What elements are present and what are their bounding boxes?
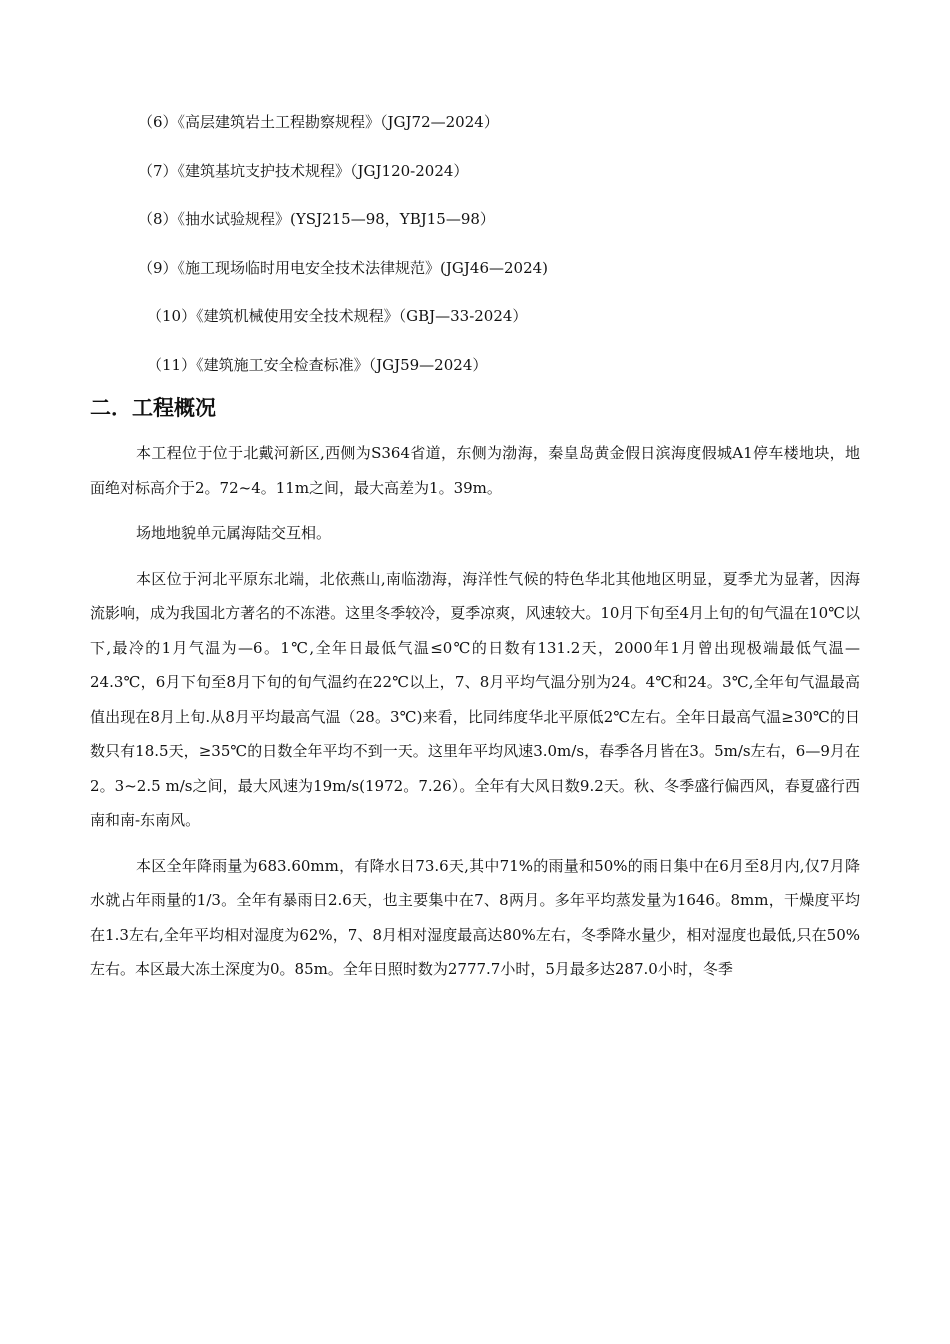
paragraph-climate: 本区位于河北平原东北端，北依燕山,南临渤海，海洋性气候的特色华北其他地区明显，夏季尤为显著，因海流影响，成为我国北方著名的不冻港。这里冬季较冷，夏季凉爽，风速较大。10月下旬至4月上旬的旬气温在10℃以下,最冷的1月气温为—6。1℃,全年日最低气温≤0℃的日数有131.2天，2000年1月曾出现极端最低气温—24.3℃，6月下旬至8月下旬的旬气温约在22℃以上，7、8月平均气温分别为24。4℃和24。3℃,全年旬气温最高值出现在8月上旬.从8月平均最高气温（28。3℃)来看，比同纬度华北平原低2℃左右。全年日最高气温≥30℃的日数只有18.5天，≥35℃的日数全年平均不到一天。这里年平均风速3.0m/s，春季各月皆在3。5m/s左右，6—9月在2。3~2.5 m/s之间，最大风速为19m/s(1972。7.26）。全年有大风日数9.2天。秋、冬季盛行偏西风，春夏盛行西南和南-东南风。 <box>90 569 860 829</box>
paragraph-precipitation: 本区全年降雨量为683.60mm，有降水日73.6天,其中71%的雨量和50%的雨日集中在6月至8月内,仅7月降水就占年雨量的1/3。全年有暴雨日2.6天，也主要集中在7、8两月。多年平均蒸发量为1646。8mm，干燥度平均在1.3左右,全年平均相对湿度为62%，7、8月相对湿度最高达80%左右，冬季降水量少，相对湿度也最低,只在50%左右。本区最大冻土深度为0。85m。全年日照时数为2777.7小时，5月最多达287.0小时，冬季 <box>90 856 860 978</box>
reference-list <box>138 109 548 400</box>
paragraph-location: 本工程位于位于北戴河新区,西侧为S364省道，东侧为渤海，秦皇岛黄金假日滨海度假城A1停车楼地块，地面绝对标高介于2。72~4。11m之间，最大高差为1。39m。 <box>90 444 860 497</box>
reference-item: （10）《建筑机械使用安全技术规程》（GBJ—33-2024） <box>147 307 528 325</box>
reference-item: （6）《高层建筑岩土工程勘察规程》（JGJ72—2024） <box>138 113 499 131</box>
section-body <box>90 436 860 998</box>
reference-item: （9）《施工现场临时用电安全技术法律规范》(JGJ46—2024) <box>138 258 549 277</box>
paragraph-landform: 场地地貌单元属海陆交互相。 <box>136 524 332 542</box>
reference-item: （11）《建筑施工安全检查标准》（JGJ59—2024） <box>147 355 488 374</box>
reference-item: （8）《抽水试验规程》(YSJ215—98，YBJ15—98） <box>138 210 495 228</box>
reference-item: （7）《建筑基坑支护技术规程》（JGJ120-2024） <box>138 161 469 180</box>
section-heading: 二．工程概况 <box>90 396 216 420</box>
